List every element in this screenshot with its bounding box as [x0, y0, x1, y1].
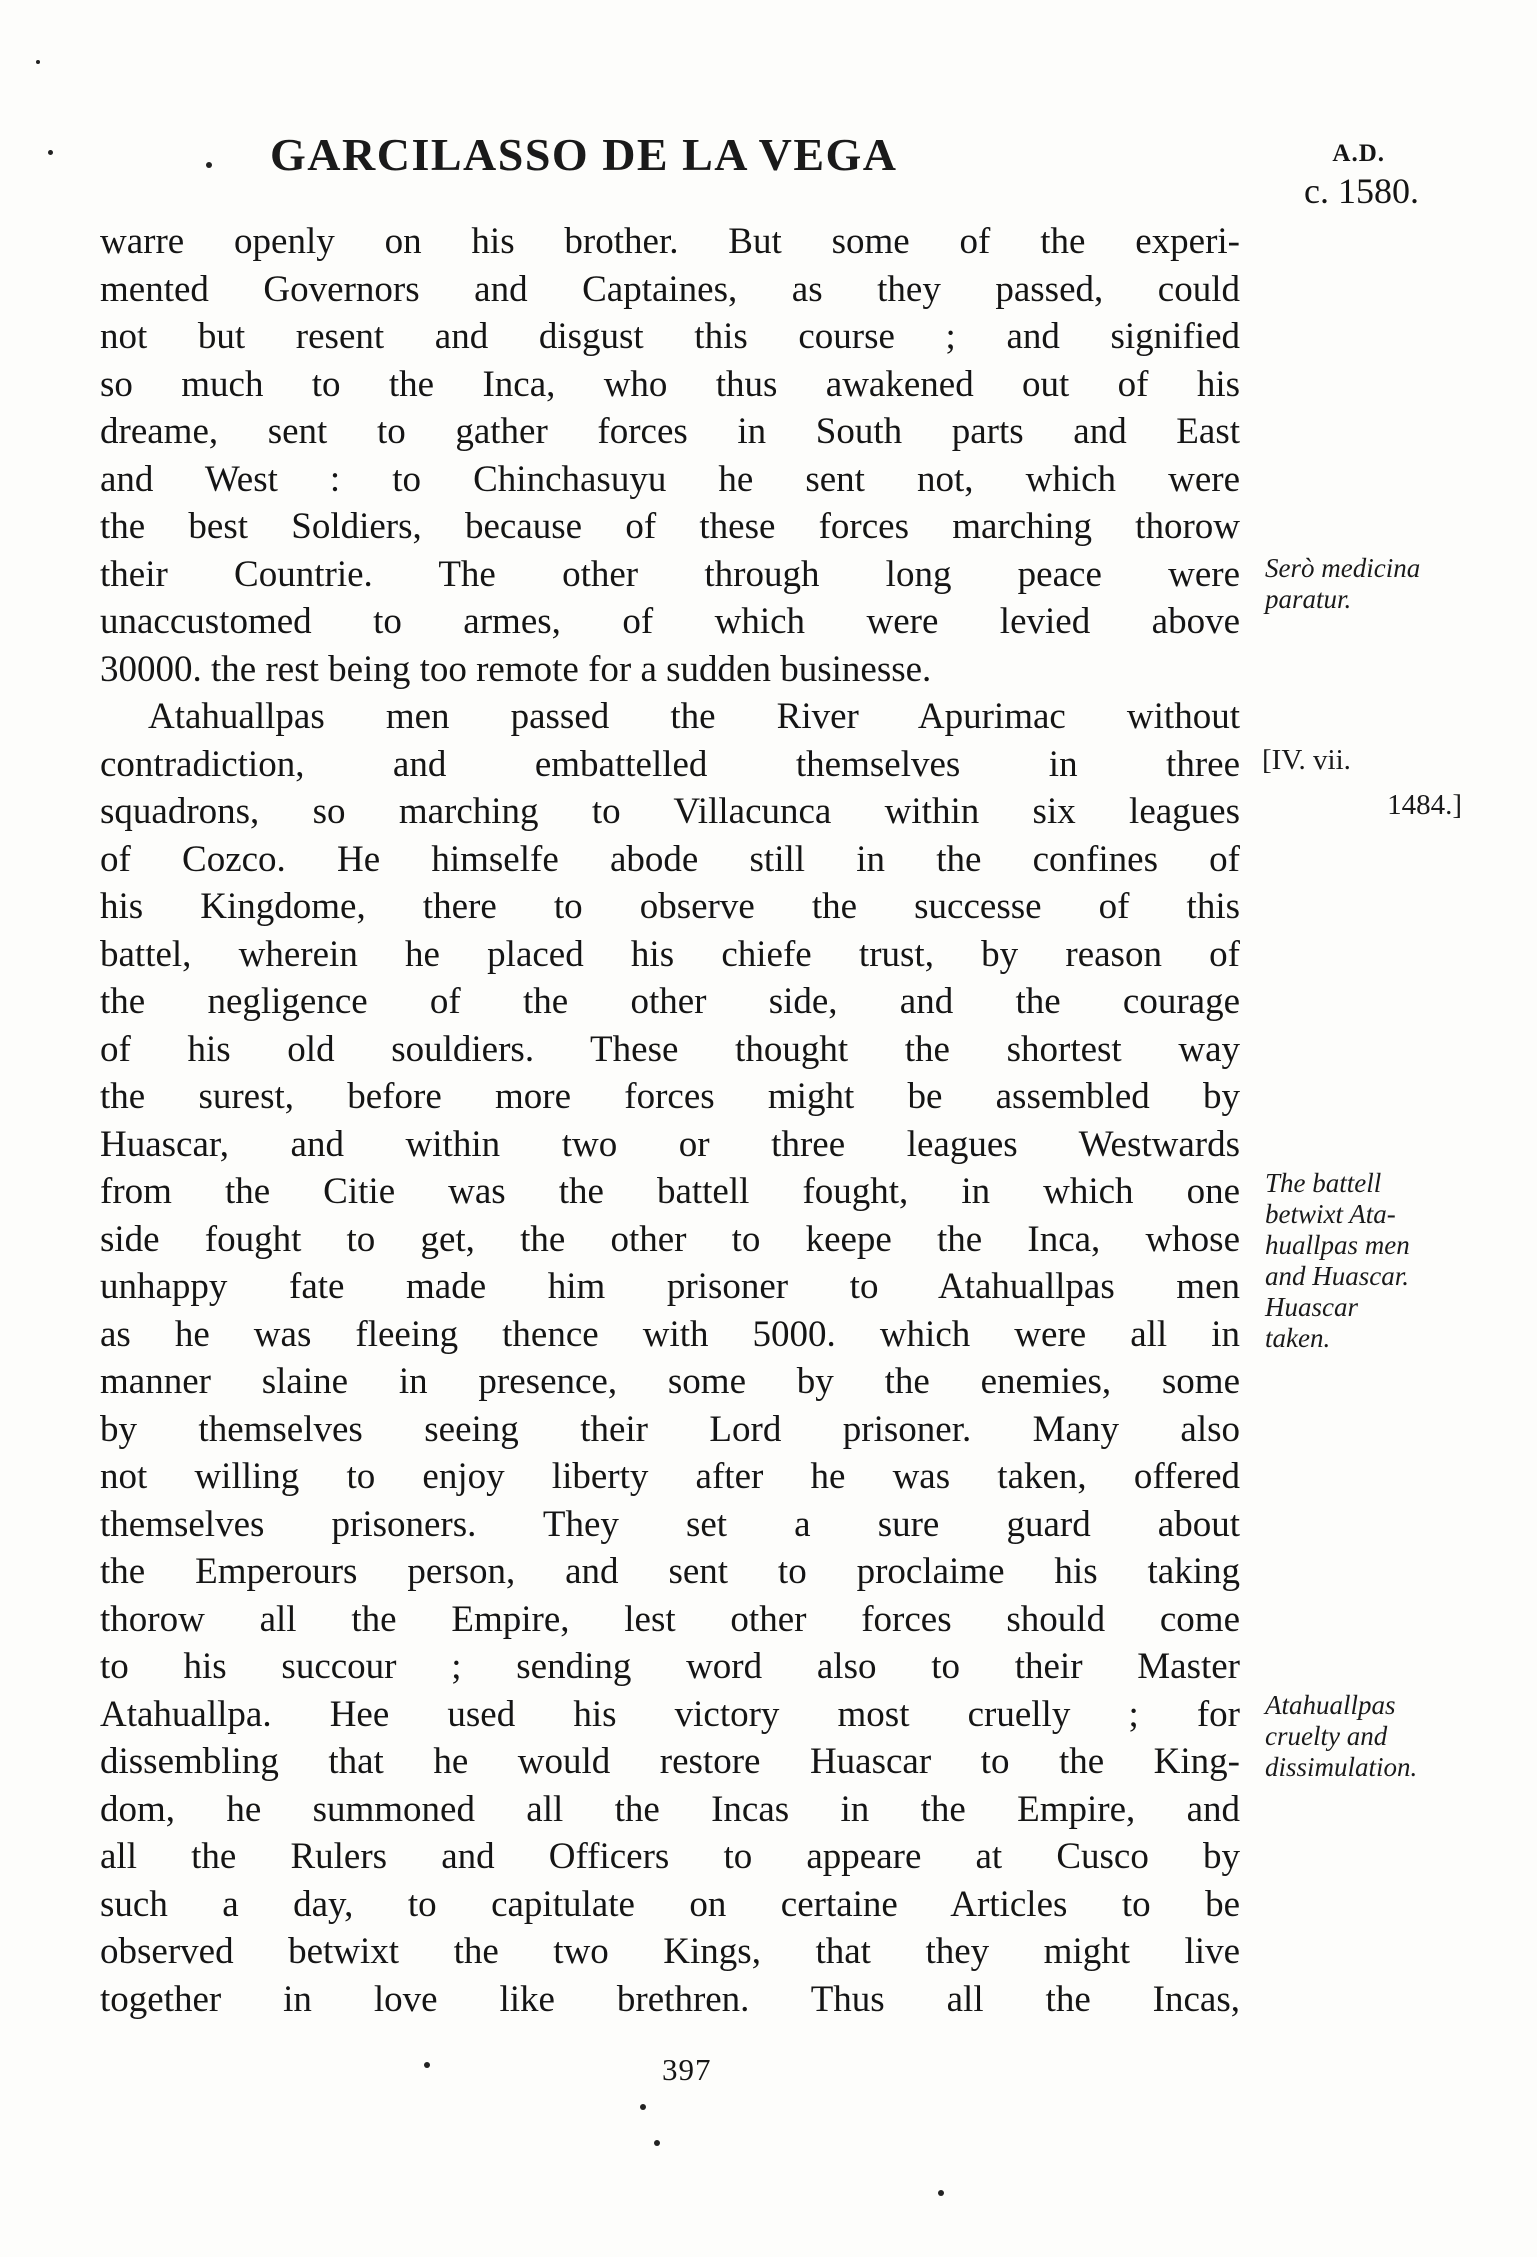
body-line: 30000. the rest being too remote for a sudden businesse. — [100, 648, 932, 690]
body-line: contradiction, and embattelled themselves in three — [100, 743, 1240, 785]
body-line: side fought to get, the other to keepe the Inca, whose — [100, 1218, 1240, 1260]
sidenote-line: dissimulation. — [1265, 1752, 1418, 1782]
print-speck — [640, 2104, 646, 2110]
body-line: so much to the Inca, who thus awakened out of his — [100, 363, 1240, 405]
body-line: squadrons, so marching to Villacunca within six leagues — [100, 791, 1240, 832]
body-line: thorow all the Empire, lest other forces should come — [100, 1598, 1240, 1640]
sidenote-line: taken. — [1265, 1323, 1331, 1353]
sidenote-line: Atahuallpas — [1265, 1690, 1396, 1720]
body-line: the Emperours person, and sent to proclaime his taking — [100, 1551, 1240, 1592]
sidenote-line: Serò medicina — [1265, 553, 1421, 583]
body-line: Huascar, and within two or three leagues Westwards — [100, 1123, 1240, 1165]
body-line: mented Governors and Captaines, as they passed, could — [100, 268, 1240, 310]
body-line: the surest, before more forces might be assembled by — [100, 1076, 1240, 1117]
print-speck — [424, 2062, 430, 2068]
body-line: their Countrie. The other through long peace were — [100, 553, 1240, 595]
body-line: the negligence of the other side, and the courage — [100, 981, 1240, 1022]
body-line: by themselves seeing their Lord prisoner. Many also — [100, 1408, 1240, 1450]
print-speck — [206, 162, 212, 168]
sidenote-battell — [1265, 1168, 1410, 1354]
body-line: as he was fleeing thence with 5000. which were all in — [100, 1313, 1240, 1355]
sidenote-line: paratur. — [1265, 584, 1352, 614]
sidenote-line: The battell — [1265, 1168, 1382, 1198]
sidenote-sero-medicina — [1265, 553, 1420, 615]
body-line: dissembling that he would restore Huascar to the King- — [100, 1741, 1240, 1782]
reference-page: 1484.] — [1387, 789, 1462, 821]
date-year: c. 1580. — [1304, 171, 1419, 211]
body-line: and West : to Chinchasuyu he sent not, which were — [100, 458, 1240, 500]
sidenote-line: cruelty and — [1265, 1721, 1388, 1751]
body-line: of Cozco. He himselfe abode still in the confines of — [100, 838, 1240, 880]
body-text — [100, 218, 1240, 2023]
body-line: unhappy fate made him prisoner to Atahuallpas men — [100, 1266, 1240, 1307]
body-line: from the Citie was the battell fought, in which one — [100, 1171, 1240, 1212]
body-line: not but resent and disgust this course ; and signified — [100, 316, 1240, 357]
page-number: 397 — [662, 2052, 712, 2087]
print-speck — [654, 2140, 660, 2146]
sidenote-cruelty — [1265, 1690, 1417, 1783]
body-line: to his succour ; sending word also to their Master — [100, 1646, 1240, 1687]
body-line: unaccustomed to armes, of which were levied above — [100, 601, 1240, 642]
body-line: Atahuallpa. Hee used his victory most cruelly ; for — [100, 1693, 1240, 1735]
body-line: his Kingdome, there to observe the successe of this — [100, 886, 1240, 927]
body-line: themselves prisoners. They set a sure guard about — [100, 1503, 1240, 1545]
date-label: A.D. — [1332, 140, 1385, 167]
body-line: warre openly on his brother. But some of the experi- — [100, 221, 1240, 262]
body-line: manner slaine in presence, some by the enemies, some — [100, 1361, 1240, 1402]
body-line: dom, he summoned all the Incas in the Empire, and — [100, 1788, 1240, 1830]
body-line: battel, wherein he placed his chiefe trust, by reason of — [100, 933, 1240, 975]
sidenote-line: and Huascar. — [1265, 1261, 1410, 1291]
body-line: not willing to enjoy liberty after he was taken, offered — [100, 1456, 1240, 1497]
body-line: such a day, to capitulate on certaine Articles to be — [100, 1883, 1240, 1925]
body-line: the best Soldiers, because of these forces marching thorow — [100, 506, 1240, 547]
print-speck — [938, 2190, 944, 2196]
body-line: dreame, sent to gather forces in South parts and East — [100, 411, 1240, 452]
print-speck — [48, 150, 53, 155]
running-head: GARCILASSO DE LA VEGA — [270, 129, 898, 180]
body-line: all the Rulers and Officers to appeare at Cusco by — [100, 1836, 1240, 1877]
body-line: Atahuallpas men passed the River Apurimac without — [148, 696, 1240, 737]
sidenote-reference — [1262, 738, 1462, 828]
body-line: of his old souldiers. These thought the shortest way — [100, 1028, 1240, 1070]
sidenote-line: Huascar — [1265, 1292, 1358, 1322]
body-line: together in love like brethren. Thus all the Incas, — [100, 1978, 1240, 2020]
print-speck — [36, 60, 40, 64]
reference-volume: [IV. vii. — [1262, 744, 1351, 776]
sidenote-line: betwixt Ata- — [1265, 1199, 1396, 1229]
body-line: observed betwixt the two Kings, that they might live — [100, 1931, 1240, 1972]
sidenote-line: huallpas men — [1265, 1230, 1410, 1260]
